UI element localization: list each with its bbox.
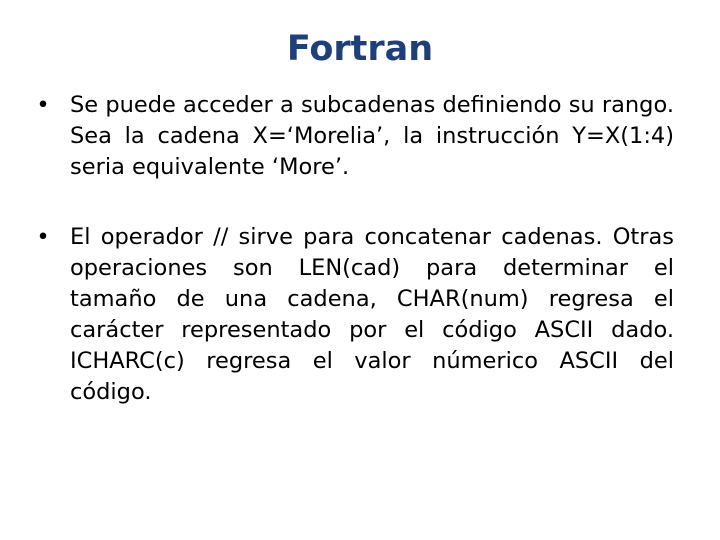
slide-title: Fortran bbox=[286, 29, 434, 70]
bullet-dot-icon: • bbox=[36, 224, 50, 250]
bullet-dot-icon: • bbox=[36, 92, 50, 118]
bullet-item-substrings bbox=[36, 90, 674, 183]
bullet-text-operators: El operador // sirve para concatenar cadenas. Otras operaciones son LEN(cad) para determinar el tamaño de una cadena, CHAR(num) regresa el carácter representado por el código ASCII dado. ICHARC(c) regresa el valor númerico ASCII del código. bbox=[70, 224, 674, 405]
bullet-text-substrings: Se puede acceder a subcadenas definiendo su rango. Sea la cadena X=‘Morelia’, la instrucción Y=X(1:4) seria equivalente ‘More’. bbox=[70, 92, 674, 180]
bullet-item-operators bbox=[36, 222, 674, 408]
bullet-list bbox=[36, 90, 674, 408]
